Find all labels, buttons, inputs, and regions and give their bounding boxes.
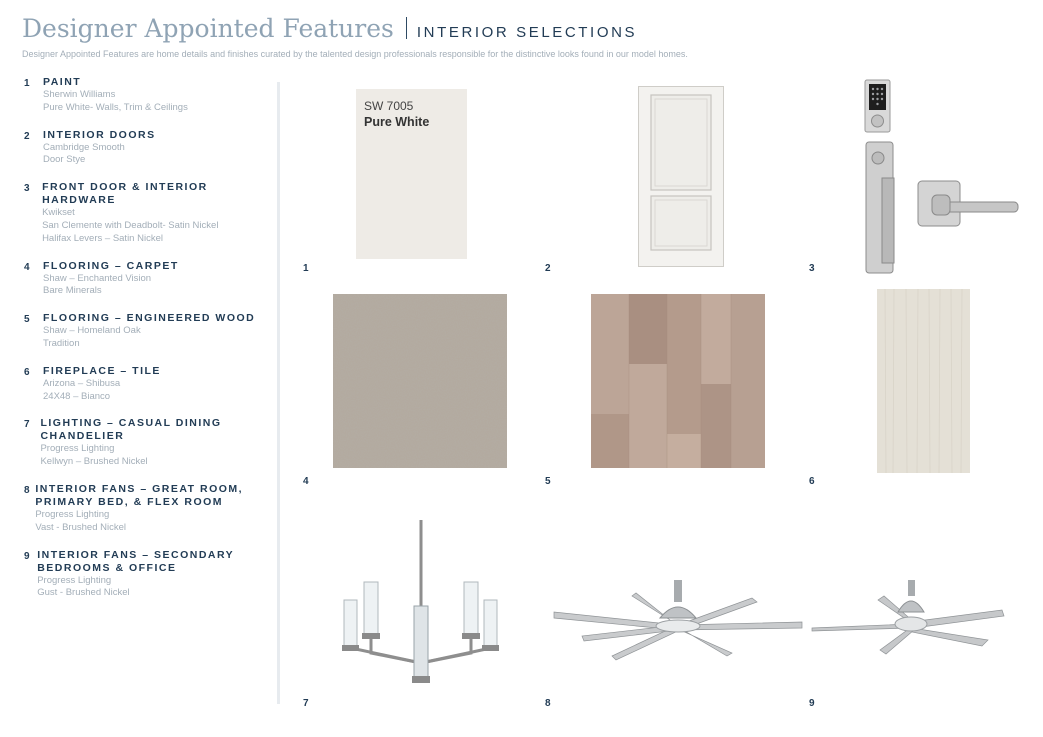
feature-number: 1 — [24, 78, 30, 89]
feature-detail: Tradition — [43, 337, 80, 349]
feature-detail: Shaw – Enchanted Vision — [43, 272, 152, 284]
feature-body — [35, 483, 274, 535]
feature-detail: Bare Minerals — [43, 285, 102, 297]
feature-number: 7 — [24, 419, 30, 431]
feature-detail: Vast - Brushed Nickel — [35, 521, 126, 533]
page-title: Designer Appointed Features — [22, 14, 394, 43]
feature-detail: Arizona – Shibusa — [43, 377, 121, 389]
feature-body — [43, 260, 179, 299]
feature-list — [24, 76, 274, 614]
fireplace-tile-swatch — [877, 289, 970, 473]
panel-number-6: 6 — [809, 476, 815, 487]
fan-vast-image — [552, 578, 804, 662]
feature-detail: Kellwyn – Brushed Nickel — [40, 456, 148, 468]
feature-number: 9 — [24, 550, 30, 562]
swatch-name: Pure White — [364, 115, 430, 129]
feature-detail: Sherwin Williams — [43, 89, 116, 100]
feature-title: INTERIOR DOORS — [43, 128, 156, 141]
feature-detail: Kwikset — [42, 207, 75, 219]
column-divider — [277, 82, 280, 704]
panel-number-7: 7 — [303, 698, 309, 709]
feature-body — [37, 549, 274, 601]
feature-title: PAINT — [43, 76, 82, 88]
feature-body — [42, 181, 274, 245]
feature-number: 8 — [24, 484, 30, 496]
feature-body — [43, 312, 255, 351]
panel-number-5: 5 — [545, 476, 551, 487]
feature-item — [24, 260, 274, 299]
title-separator — [406, 17, 407, 39]
feature-detail: Pure White- Walls, Trim & Ceilings — [43, 101, 188, 113]
feature-detail: Progress Lighting — [35, 508, 110, 520]
feature-body — [40, 417, 274, 469]
feature-item — [24, 549, 274, 601]
feature-detail: Shaw – Homeland Oak — [43, 325, 141, 337]
feature-number: 4 — [24, 261, 30, 273]
wood-flooring-swatch — [591, 294, 765, 468]
feature-title: LIGHTING – CASUAL DINING CHANDELIER — [40, 417, 222, 443]
feature-title: FIREPLACE – TILE — [43, 364, 161, 377]
feature-body — [43, 76, 188, 115]
interior-door-image — [638, 86, 724, 267]
carpet-swatch — [333, 294, 507, 468]
feature-body — [43, 365, 161, 404]
feature-title: INTERIOR FANS – GREAT ROOM, PRIMARY BED, & FLEX ROOM — [35, 482, 244, 508]
feature-title: FRONT DOOR & INTERIOR HARDWARE — [42, 181, 208, 207]
feature-item — [24, 312, 274, 351]
feature-item — [24, 129, 274, 168]
intro-text: Designer Appointed Features are home details and finishes curated by the talented design professionals responsible for the distinctive looks found in our model homes. — [22, 49, 688, 59]
panel-number-8: 8 — [545, 698, 551, 709]
feature-title: INTERIOR FANS – SECONDARY BEDROOMS & OFFICE — [37, 548, 234, 574]
chandelier-image — [336, 518, 506, 684]
feature-title: FLOORING – ENGINEERED WOOD — [43, 312, 256, 325]
feature-title: FLOORING – CARPET — [43, 259, 179, 272]
feature-item — [24, 181, 274, 245]
swatch-code: SW 7005 — [364, 99, 414, 113]
feature-detail: Gust - Brushed Nickel — [37, 587, 130, 599]
feature-detail: 24X48 – Bianco — [43, 390, 111, 402]
feature-detail: Door Stye — [43, 154, 86, 166]
page-subtitle: INTERIOR SELECTIONS — [416, 24, 638, 41]
door-hardware-image — [862, 78, 1022, 278]
feature-detail: Cambridge Smooth — [43, 141, 125, 153]
feature-detail: Progress Lighting — [37, 574, 112, 586]
feature-item — [24, 76, 274, 115]
panel-number-2: 2 — [545, 263, 551, 274]
feature-item — [24, 483, 274, 535]
panel-number-3: 3 — [809, 263, 815, 274]
feature-detail: Halifax Levers – Satin Nickel — [42, 232, 163, 244]
feature-number: 3 — [24, 183, 30, 195]
feature-number: 6 — [24, 366, 30, 378]
panel-number-9: 9 — [809, 698, 815, 709]
feature-item — [24, 365, 274, 404]
page-header — [22, 14, 1022, 59]
panel-number-1: 1 — [303, 263, 309, 274]
feature-item — [24, 417, 274, 469]
feature-detail: San Clemente with Deadbolt- Satin Nickel — [42, 219, 219, 231]
feature-number: 5 — [24, 314, 30, 326]
feature-number: 2 — [24, 130, 30, 142]
panel-number-4: 4 — [303, 476, 309, 487]
paint-swatch — [356, 89, 467, 259]
fan-gust-image — [810, 578, 1006, 658]
title-row — [22, 14, 1022, 43]
feature-body — [43, 129, 156, 168]
feature-detail: Progress Lighting — [40, 443, 115, 455]
